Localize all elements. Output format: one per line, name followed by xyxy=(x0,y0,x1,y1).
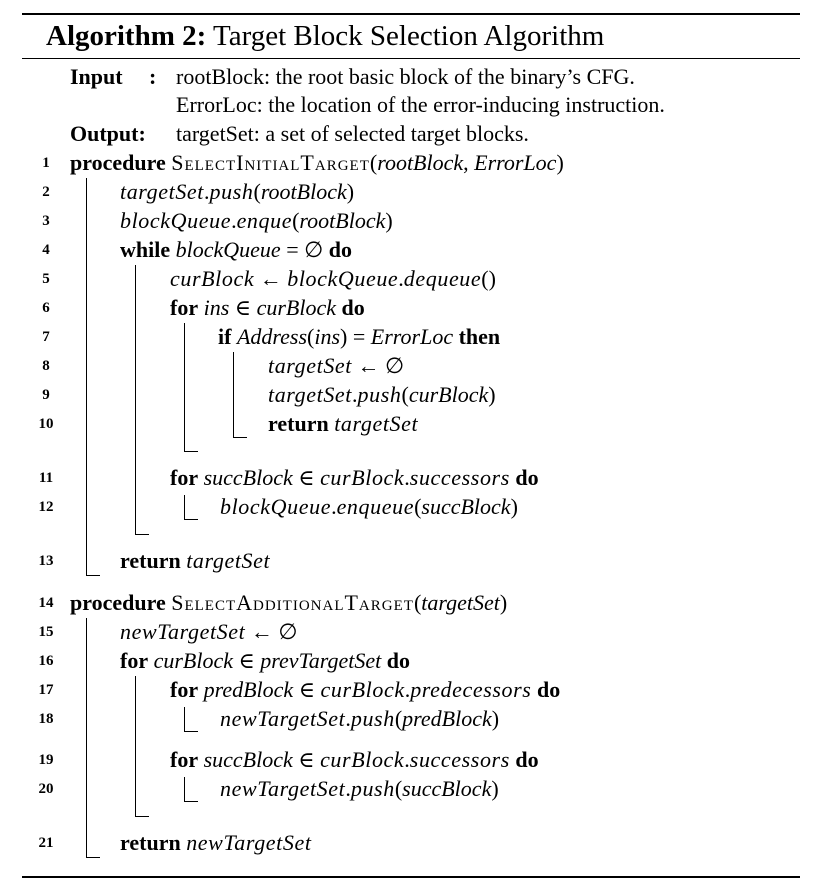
line-number: 9 xyxy=(42,387,50,403)
line-number: 12 xyxy=(38,499,54,515)
input-label: Input xyxy=(70,64,123,89)
scope-end-for-ins xyxy=(184,451,198,452)
line-7-if: if Address(ins) = ErrorLoc then xyxy=(218,324,501,349)
line-9: targetSet.push(curBlock) xyxy=(268,382,496,407)
input-line-1: rootBlock: the root basic block of the binary’s CFG. xyxy=(176,64,635,89)
scope-line-for-ins xyxy=(184,323,185,452)
line-number: 7 xyxy=(42,329,50,345)
line-number: 10 xyxy=(38,416,54,432)
line-number: 11 xyxy=(38,470,54,486)
line-number: 18 xyxy=(38,711,54,727)
scope-end-while xyxy=(135,534,149,535)
scope-end-for-curblock xyxy=(135,816,149,817)
output-line-1: targetSet: a set of selected target blocks. xyxy=(176,121,529,146)
scope-line-for-succ-1 xyxy=(184,495,185,520)
scope-line-for-curblock xyxy=(135,676,136,817)
scope-end-for-succ-1 xyxy=(184,519,198,520)
line-number: 1 xyxy=(42,155,50,171)
line-20: newTargetSet.push(succBlock) xyxy=(220,776,499,801)
line-number: 15 xyxy=(38,624,54,640)
line-2: targetSet.push(rootBlock) xyxy=(120,179,355,204)
line-13-return: return targetSet xyxy=(120,548,271,573)
line-10-return: return targetSet xyxy=(268,411,419,436)
line-15: newTargetSet ← ∅ xyxy=(120,619,298,644)
line-12: blockQueue.enqueue(succBlock) xyxy=(220,494,518,519)
scope-line-for-pred xyxy=(184,707,185,732)
scope-line-if xyxy=(233,352,234,438)
line-18: newTargetSet.push(predBlock) xyxy=(220,706,500,731)
input-line-2: ErrorLoc: the location of the error-inducing instruction. xyxy=(176,92,665,117)
line-number: 16 xyxy=(38,653,54,669)
scope-end-for-succ-2 xyxy=(184,801,198,802)
bottom-rule xyxy=(22,876,800,878)
scope-line-while xyxy=(135,265,136,535)
line-19-for: for succBlock ∈ curBlock.successors do xyxy=(170,747,539,772)
line-number: 4 xyxy=(42,242,50,258)
scope-end-if xyxy=(233,437,247,438)
line-1-procedure: procedure SelectInitialTarget(rootBlock, ErrorLoc) xyxy=(70,150,564,175)
line-5: curBlock ← blockQueue.dequeue() xyxy=(170,266,496,291)
line-17-for: for predBlock ∈ curBlock.predecessors do xyxy=(170,677,561,702)
input-colon: : xyxy=(149,64,157,89)
algorithm-name: Target Block Selection Algorithm xyxy=(213,20,605,52)
output-label: Output: xyxy=(70,121,146,146)
line-number: 5 xyxy=(42,271,50,287)
line-number: 21 xyxy=(38,835,54,851)
line-number: 6 xyxy=(42,300,50,316)
algorithm-label: Algorithm 2: xyxy=(46,20,207,52)
line-number: 20 xyxy=(38,781,54,797)
line-6-for: for ins ∈ curBlock do xyxy=(170,295,365,320)
line-8: targetSet ← ∅ xyxy=(268,353,405,378)
line-number: 19 xyxy=(38,752,54,768)
line-11-for: for succBlock ∈ curBlock.successors do xyxy=(170,465,539,490)
line-4-while: while blockQueue = ∅ do xyxy=(120,237,353,262)
scope-end-procedure-1 xyxy=(86,575,100,576)
line-number: 8 xyxy=(42,358,50,374)
line-14-procedure: procedure SelectAdditionalTarget(targetSet) xyxy=(70,590,508,615)
scope-end-for-pred xyxy=(184,731,198,732)
line-16-for: for curBlock ∈ prevTargetSet do xyxy=(120,648,411,673)
algorithm-title xyxy=(46,14,604,58)
line-number: 13 xyxy=(38,553,54,569)
scope-line-procedure-1 xyxy=(86,178,87,576)
line-3: blockQueue.enque(rootBlock) xyxy=(120,208,393,233)
scope-line-procedure-2 xyxy=(86,618,87,858)
line-number: 17 xyxy=(38,682,54,698)
title-rule xyxy=(22,58,800,59)
line-number: 2 xyxy=(42,184,50,200)
scope-line-for-succ-2 xyxy=(184,777,185,802)
line-number: 3 xyxy=(42,213,50,229)
scope-end-procedure-2 xyxy=(86,857,100,858)
line-21-return: return newTargetSet xyxy=(120,830,312,855)
line-number: 14 xyxy=(38,595,54,611)
